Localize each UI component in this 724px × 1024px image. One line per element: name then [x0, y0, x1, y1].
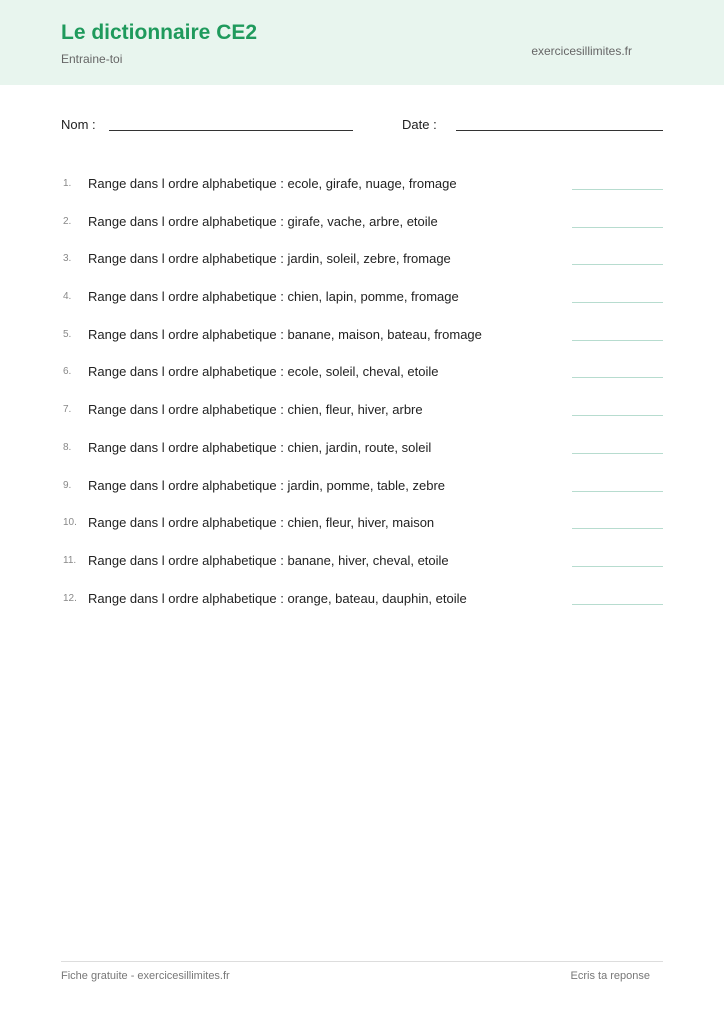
exercise-question: Range dans l ordre alphabetique : ecole, soleil, cheval, etoile	[88, 364, 439, 380]
exercise-number: 9.	[63, 479, 72, 491]
answer-line[interactable]	[572, 302, 663, 303]
footer-instruction: Ecris ta reponse	[570, 970, 650, 982]
exercise-question: Range dans l ordre alphabetique : chien, fleur, hiver, maison	[88, 515, 435, 531]
answer-line[interactable]	[572, 227, 663, 228]
exercise-question: Range dans l ordre alphabetique : chien, jardin, route, soleil	[88, 439, 432, 455]
exercise-row	[0, 172, 724, 210]
exercise-row	[0, 549, 724, 587]
exercise-number: 11.	[63, 554, 77, 566]
answer-line[interactable]	[572, 528, 663, 529]
answer-line[interactable]	[572, 604, 663, 605]
name-label: Nom :	[61, 117, 96, 132]
answer-line[interactable]	[572, 189, 663, 190]
footer-credit: Fiche gratuite - exercicesillimites.fr	[61, 970, 230, 982]
exercise-question: Range dans l ordre alphabetique : chien, fleur, hiver, arbre	[88, 402, 423, 418]
exercise-question: Range dans l ordre alphabetique : orange, bateau, dauphin, etoile	[88, 590, 467, 606]
exercise-question: Range dans l ordre alphabetique : girafe, vache, arbre, etoile	[88, 213, 438, 229]
exercise-row	[0, 587, 724, 625]
exercise-number: 3.	[63, 253, 72, 265]
exercise-question: Range dans l ordre alphabetique : jardin, soleil, zebre, fromage	[88, 251, 451, 267]
exercise-number: 10.	[63, 517, 77, 529]
answer-line[interactable]	[572, 377, 663, 378]
exercise-question: Range dans l ordre alphabetique : jardin, pomme, table, zebre	[88, 477, 445, 493]
answer-line[interactable]	[572, 566, 663, 567]
exercise-question: Range dans l ordre alphabetique : chien, lapin, pomme, fromage	[88, 289, 459, 305]
exercise-number: 1.	[63, 178, 72, 189]
date-label: Date :	[402, 117, 437, 132]
exercise-row	[0, 360, 724, 398]
exercise-question: Range dans l ordre alphabetique : ecole, girafe, nuage, fromage	[88, 176, 457, 191]
page-header	[0, 0, 724, 85]
exercise-number: 12.	[63, 592, 77, 604]
exercise-row	[0, 210, 724, 248]
exercise-number: 2.	[63, 215, 72, 227]
answer-line[interactable]	[572, 453, 663, 454]
exercise-row	[0, 511, 724, 549]
answer-line[interactable]	[572, 264, 663, 265]
site-name: exercicesillimites.fr	[531, 44, 632, 58]
exercise-question: Range dans l ordre alphabetique : banane, maison, bateau, fromage	[88, 326, 482, 342]
exercise-list	[0, 172, 724, 624]
exercise-row	[0, 436, 724, 474]
name-field-line[interactable]	[109, 130, 353, 131]
footer-divider	[61, 961, 663, 962]
exercise-number: 8.	[63, 441, 72, 453]
exercise-number: 6.	[63, 366, 72, 378]
page-title: Le dictionnaire CE2	[61, 21, 258, 44]
exercise-row	[0, 323, 724, 361]
exercise-row	[0, 398, 724, 436]
exercise-question: Range dans l ordre alphabetique : banane, hiver, cheval, etoile	[88, 552, 449, 568]
answer-line[interactable]	[572, 415, 663, 416]
date-field-line[interactable]	[456, 130, 663, 131]
exercise-row	[0, 285, 724, 323]
page-subtitle: Entraine-toi	[61, 52, 123, 66]
answer-line[interactable]	[572, 491, 663, 492]
exercise-row	[0, 474, 724, 512]
exercise-number: 5.	[63, 328, 72, 340]
answer-line[interactable]	[572, 340, 663, 341]
exercise-number: 4.	[63, 291, 72, 303]
exercise-row	[0, 247, 724, 285]
exercise-number: 7.	[63, 404, 72, 416]
